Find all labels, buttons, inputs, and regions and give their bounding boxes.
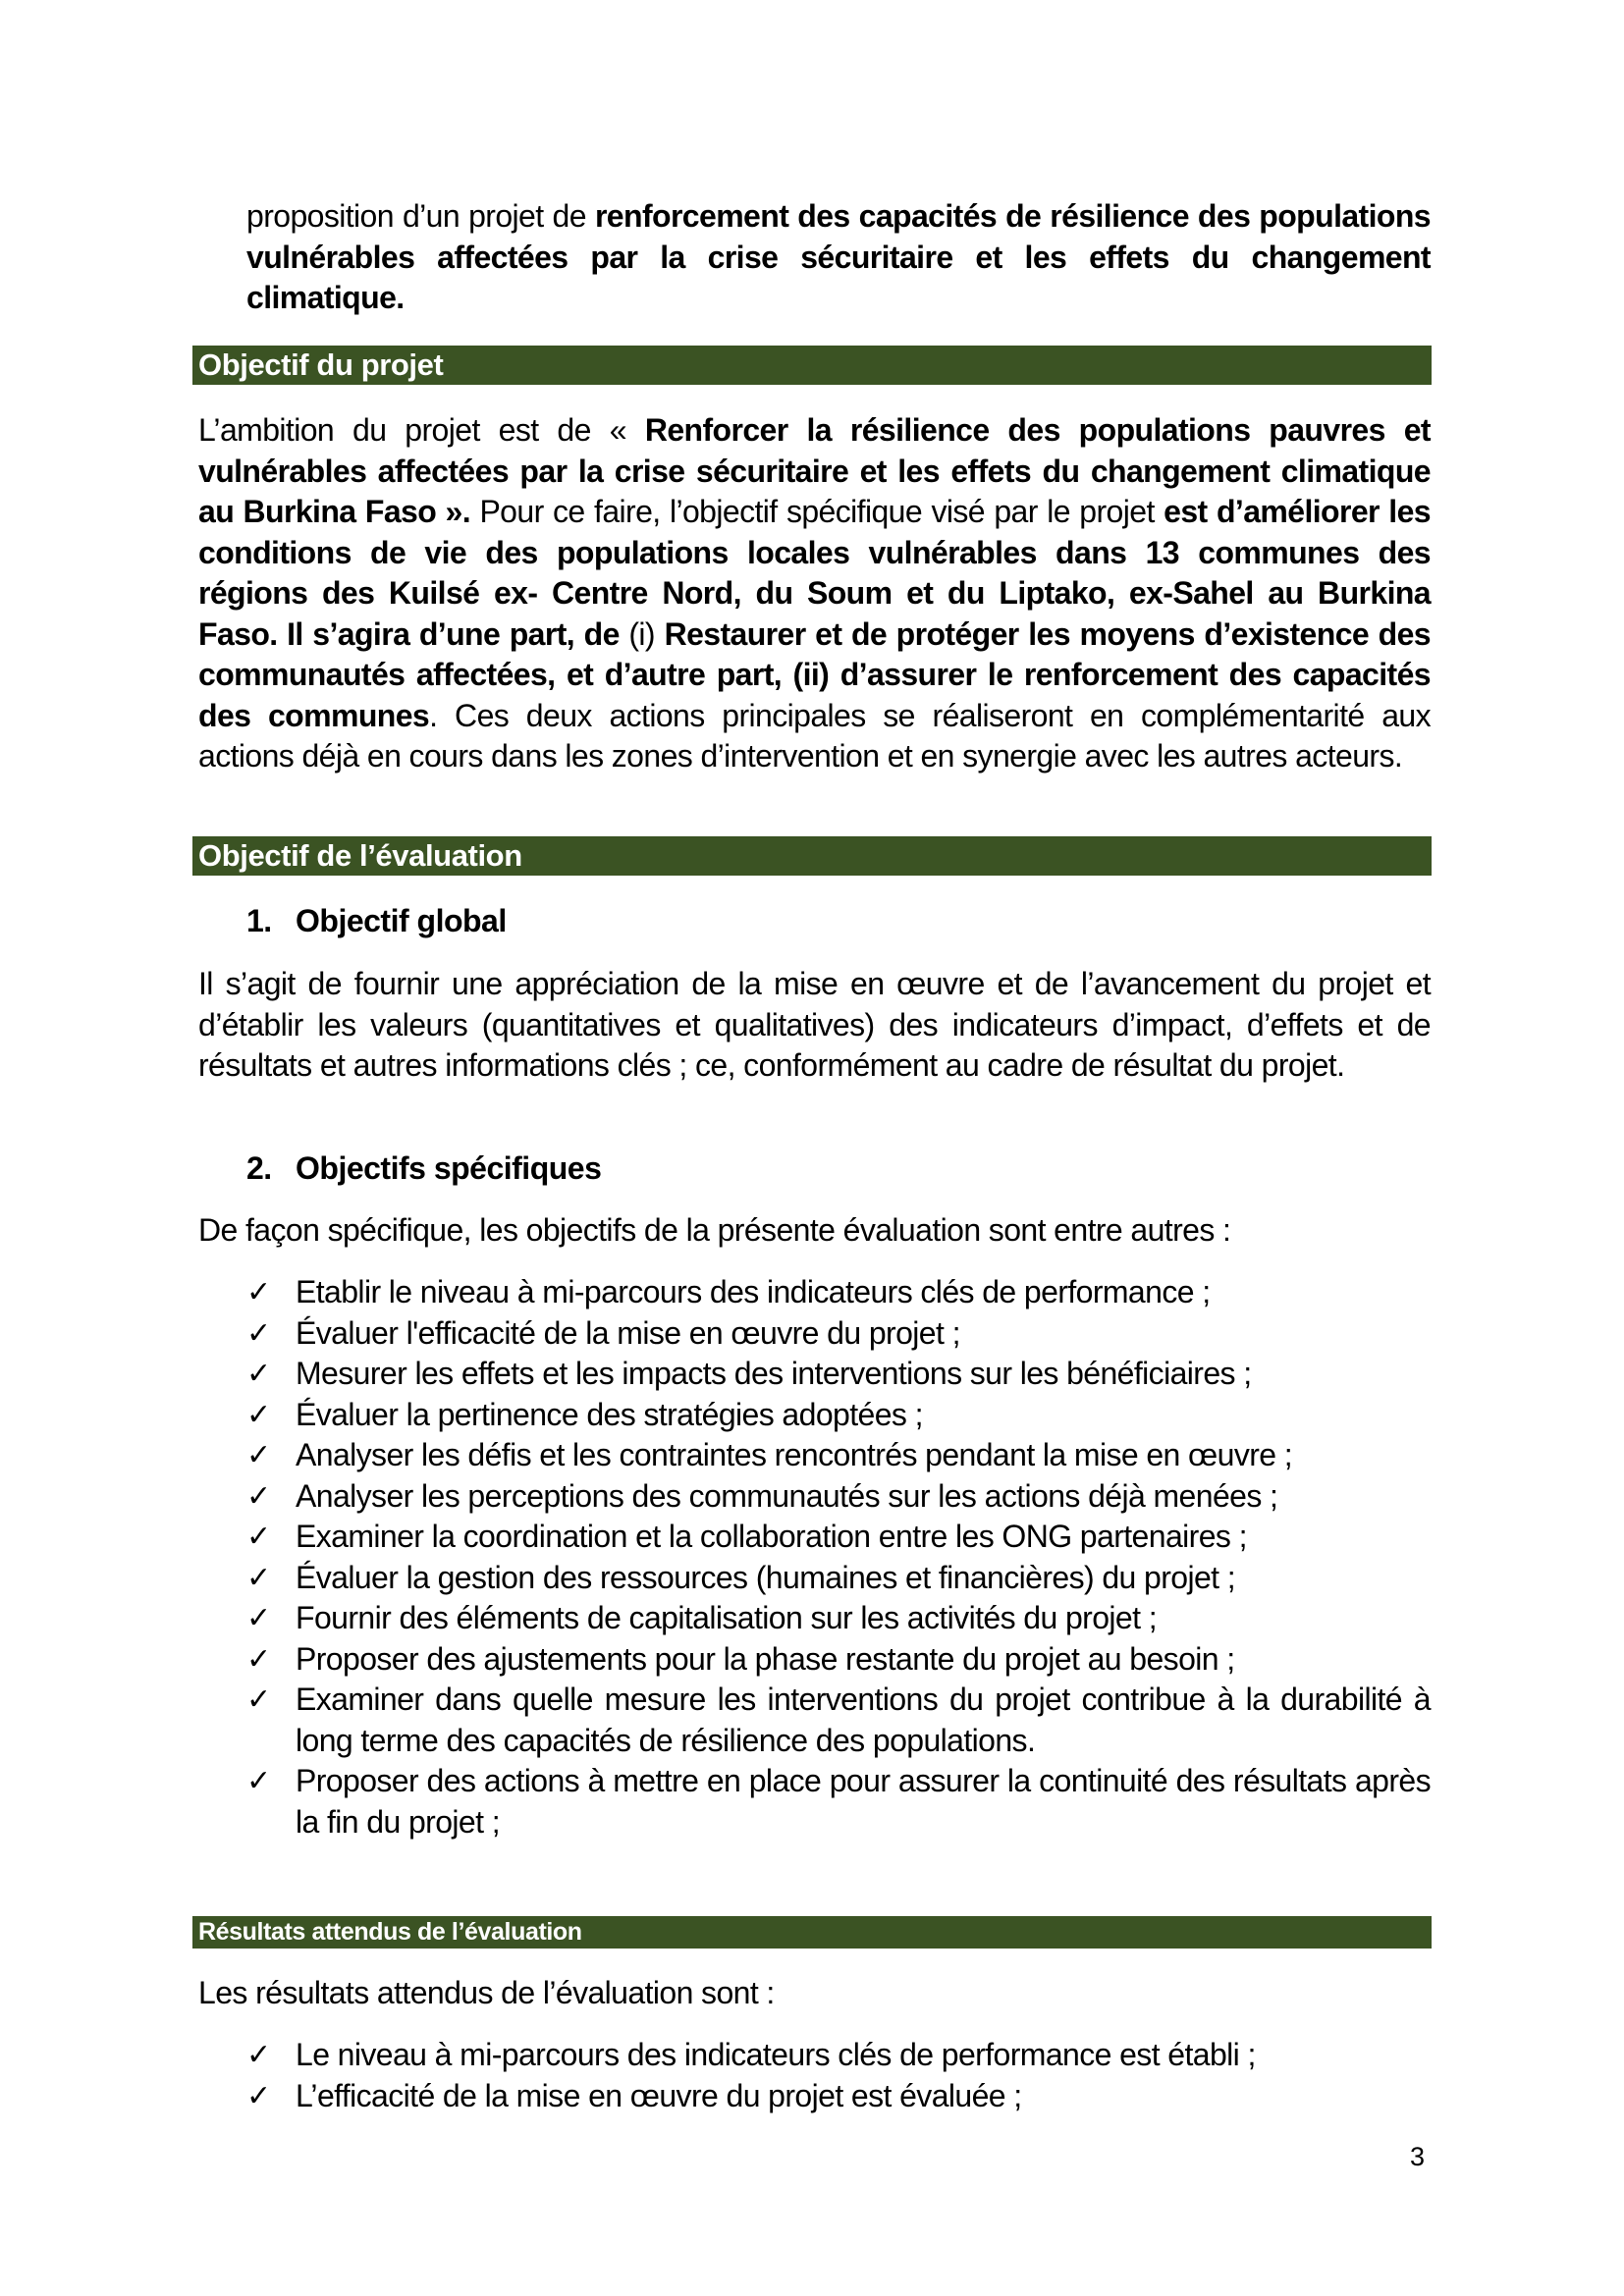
intro-bold-text: renforcement des capacités de résilience des populations vulnérables affectées par la crise sécuritaire et les effets du changement climatique. xyxy=(246,198,1431,315)
para-text: Les résultats attendus de l’évaluation sont : xyxy=(198,1975,775,2010)
list-item xyxy=(246,1476,1431,1518)
heading-number: 2. xyxy=(246,1150,272,1186)
checkmark-icon: ✓ xyxy=(246,1601,271,1635)
heading-global-objective xyxy=(246,901,507,940)
list-item-text: Examiner dans quelle mesure les interventions du projet contribue à la durabilité à long terme des capacités de résilience des populations. xyxy=(296,1682,1431,1758)
checkmark-icon: ✓ xyxy=(246,1275,271,1309)
section-title: Résultats attendus de l’évaluation xyxy=(198,1918,582,1946)
list-item xyxy=(246,2076,1431,2117)
list-item-text: Fournir des éléments de capitalisation sur les activités du projet ; xyxy=(296,1600,1157,1635)
list-item xyxy=(246,1354,1431,1395)
specific-objectives-intro xyxy=(198,1210,1431,1252)
checkmark-icon: ✓ xyxy=(246,2078,271,2113)
list-item xyxy=(246,1395,1431,1436)
list-item-text: Évaluer la pertinence des stratégies adoptées ; xyxy=(296,1396,923,1432)
list-item xyxy=(246,2035,1431,2076)
section-title: Objectif du projet xyxy=(198,347,444,382)
list-item-text: Le niveau à mi-parcours des indicateurs clés de performance est établi ; xyxy=(296,2037,1256,2072)
list-item-text: Évaluer la gestion des ressources (humaines et financières) du projet ; xyxy=(296,1559,1236,1595)
list-item-text: L’efficacité de la mise en œuvre du projet est évaluée ; xyxy=(296,2077,1022,2113)
checkmark-icon: ✓ xyxy=(246,1397,271,1432)
intro-plain-text: proposition d’un projet de xyxy=(246,198,595,234)
list-item-text: Analyser les perceptions des communautés sur les actions déjà menées ; xyxy=(296,1477,1278,1514)
para-text: Il s’agit de fournir une appréciation de la mise en œuvre et de l’avancement du projet et d’établir les valeurs (quantitatives et qualitatives) des indicateurs d’impact, d’effets et de résultats et autres informations clés ; ce, conformément au cadre de résultat du projet. xyxy=(198,966,1431,1083)
list-item xyxy=(246,1313,1431,1355)
section-header-project-objective xyxy=(192,346,1432,385)
heading-specific-objectives xyxy=(246,1148,601,1188)
list-item-text: Examiner la coordination et la collaboration entre les ONG partenaires ; xyxy=(296,1519,1247,1554)
list-item-text: Évaluer l'efficacité de la mise en œuvre du projet ; xyxy=(296,1314,960,1351)
heading-number: 1. xyxy=(246,903,272,938)
para-text: Pour ce faire, l’objectif spécifique visé par le projet xyxy=(470,494,1164,529)
para-text: De façon spécifique, les objectifs de la présente évaluation sont entre autres : xyxy=(198,1212,1231,1248)
checkmark-icon: ✓ xyxy=(246,1438,271,1472)
page-number: 3 xyxy=(1410,2142,1426,2171)
heading-text: Objectifs spécifiques xyxy=(296,1150,602,1186)
specific-objectives-list xyxy=(246,1272,1431,1842)
checkmark-icon: ✓ xyxy=(246,1478,271,1514)
checkmark-icon: ✓ xyxy=(246,1560,271,1595)
project-objective-paragraph xyxy=(198,410,1431,777)
list-item xyxy=(246,1558,1431,1599)
section-header-evaluation-objective xyxy=(192,836,1432,876)
checkmark-icon: ✓ xyxy=(246,1764,271,1798)
list-item xyxy=(246,1272,1431,1313)
list-item-text: Mesurer les effets et les impacts des interventions sur les bénéficiaires ; xyxy=(296,1356,1252,1391)
list-item xyxy=(246,1517,1431,1558)
list-item xyxy=(246,1680,1431,1761)
list-item xyxy=(246,1435,1431,1476)
list-item-text: Analyser les défis et les contraintes rencontrés pendant la mise en œuvre ; xyxy=(296,1437,1293,1472)
para-text: . Ces deux actions principales se réaliseront en complémentarité aux actions déjà en cours dans les zones d’intervention et en synergie avec les autres acteurs. xyxy=(198,697,1431,774)
list-item xyxy=(246,1639,1431,1681)
checkmark-icon: ✓ xyxy=(246,1641,271,1677)
para-text: L’ambition du projet est de « xyxy=(198,412,645,448)
list-item-text: Etablir le niveau à mi-parcours des indicateurs clés de performance ; xyxy=(296,1274,1211,1309)
heading-text: Objectif global xyxy=(296,903,507,938)
para-text: (i) xyxy=(628,615,665,652)
intro-paragraph xyxy=(246,196,1431,319)
section-header-expected-results xyxy=(192,1916,1432,1949)
checkmark-icon: ✓ xyxy=(246,1315,271,1351)
para-bold-text: Renforcer la résilience des populations pauvres et vulnérables affectées par la crise sécuritaire et les effets du changement climatique au Burkina Faso ». xyxy=(198,412,1431,529)
para-bold-text: Restaurer et de protéger les moyens d’existence des communautés affectées, et d’autre part, (ii) d’assurer le renforcement des capacités des communes xyxy=(198,615,1432,733)
global-objective-paragraph xyxy=(198,964,1431,1087)
list-item-text: Proposer des ajustements pour la phase restante du projet au besoin ; xyxy=(296,1640,1235,1677)
checkmark-icon: ✓ xyxy=(246,1682,271,1717)
list-item xyxy=(246,1761,1431,1842)
section-title: Objectif de l’évaluation xyxy=(198,838,522,873)
list-item-text: Proposer des actions à mettre en place pour assurer la continuité des résultats après la fin du projet ; xyxy=(296,1763,1431,1840)
checkmark-icon: ✓ xyxy=(246,1520,271,1554)
expected-results-list xyxy=(246,2035,1431,2116)
checkmark-icon: ✓ xyxy=(246,2038,271,2072)
list-item xyxy=(246,1598,1431,1639)
expected-results-intro xyxy=(198,1973,1431,2014)
para-bold-text: est d’améliorer les conditions de vie des populations locales vulnérables dans 13 communes des régions des Kuilsé ex- Centre Nord, du Soum et du Liptako, ex-Sahel au Burkina Faso. Il s’agira d’une part, de xyxy=(198,494,1431,652)
checkmark-icon: ✓ xyxy=(246,1357,271,1391)
